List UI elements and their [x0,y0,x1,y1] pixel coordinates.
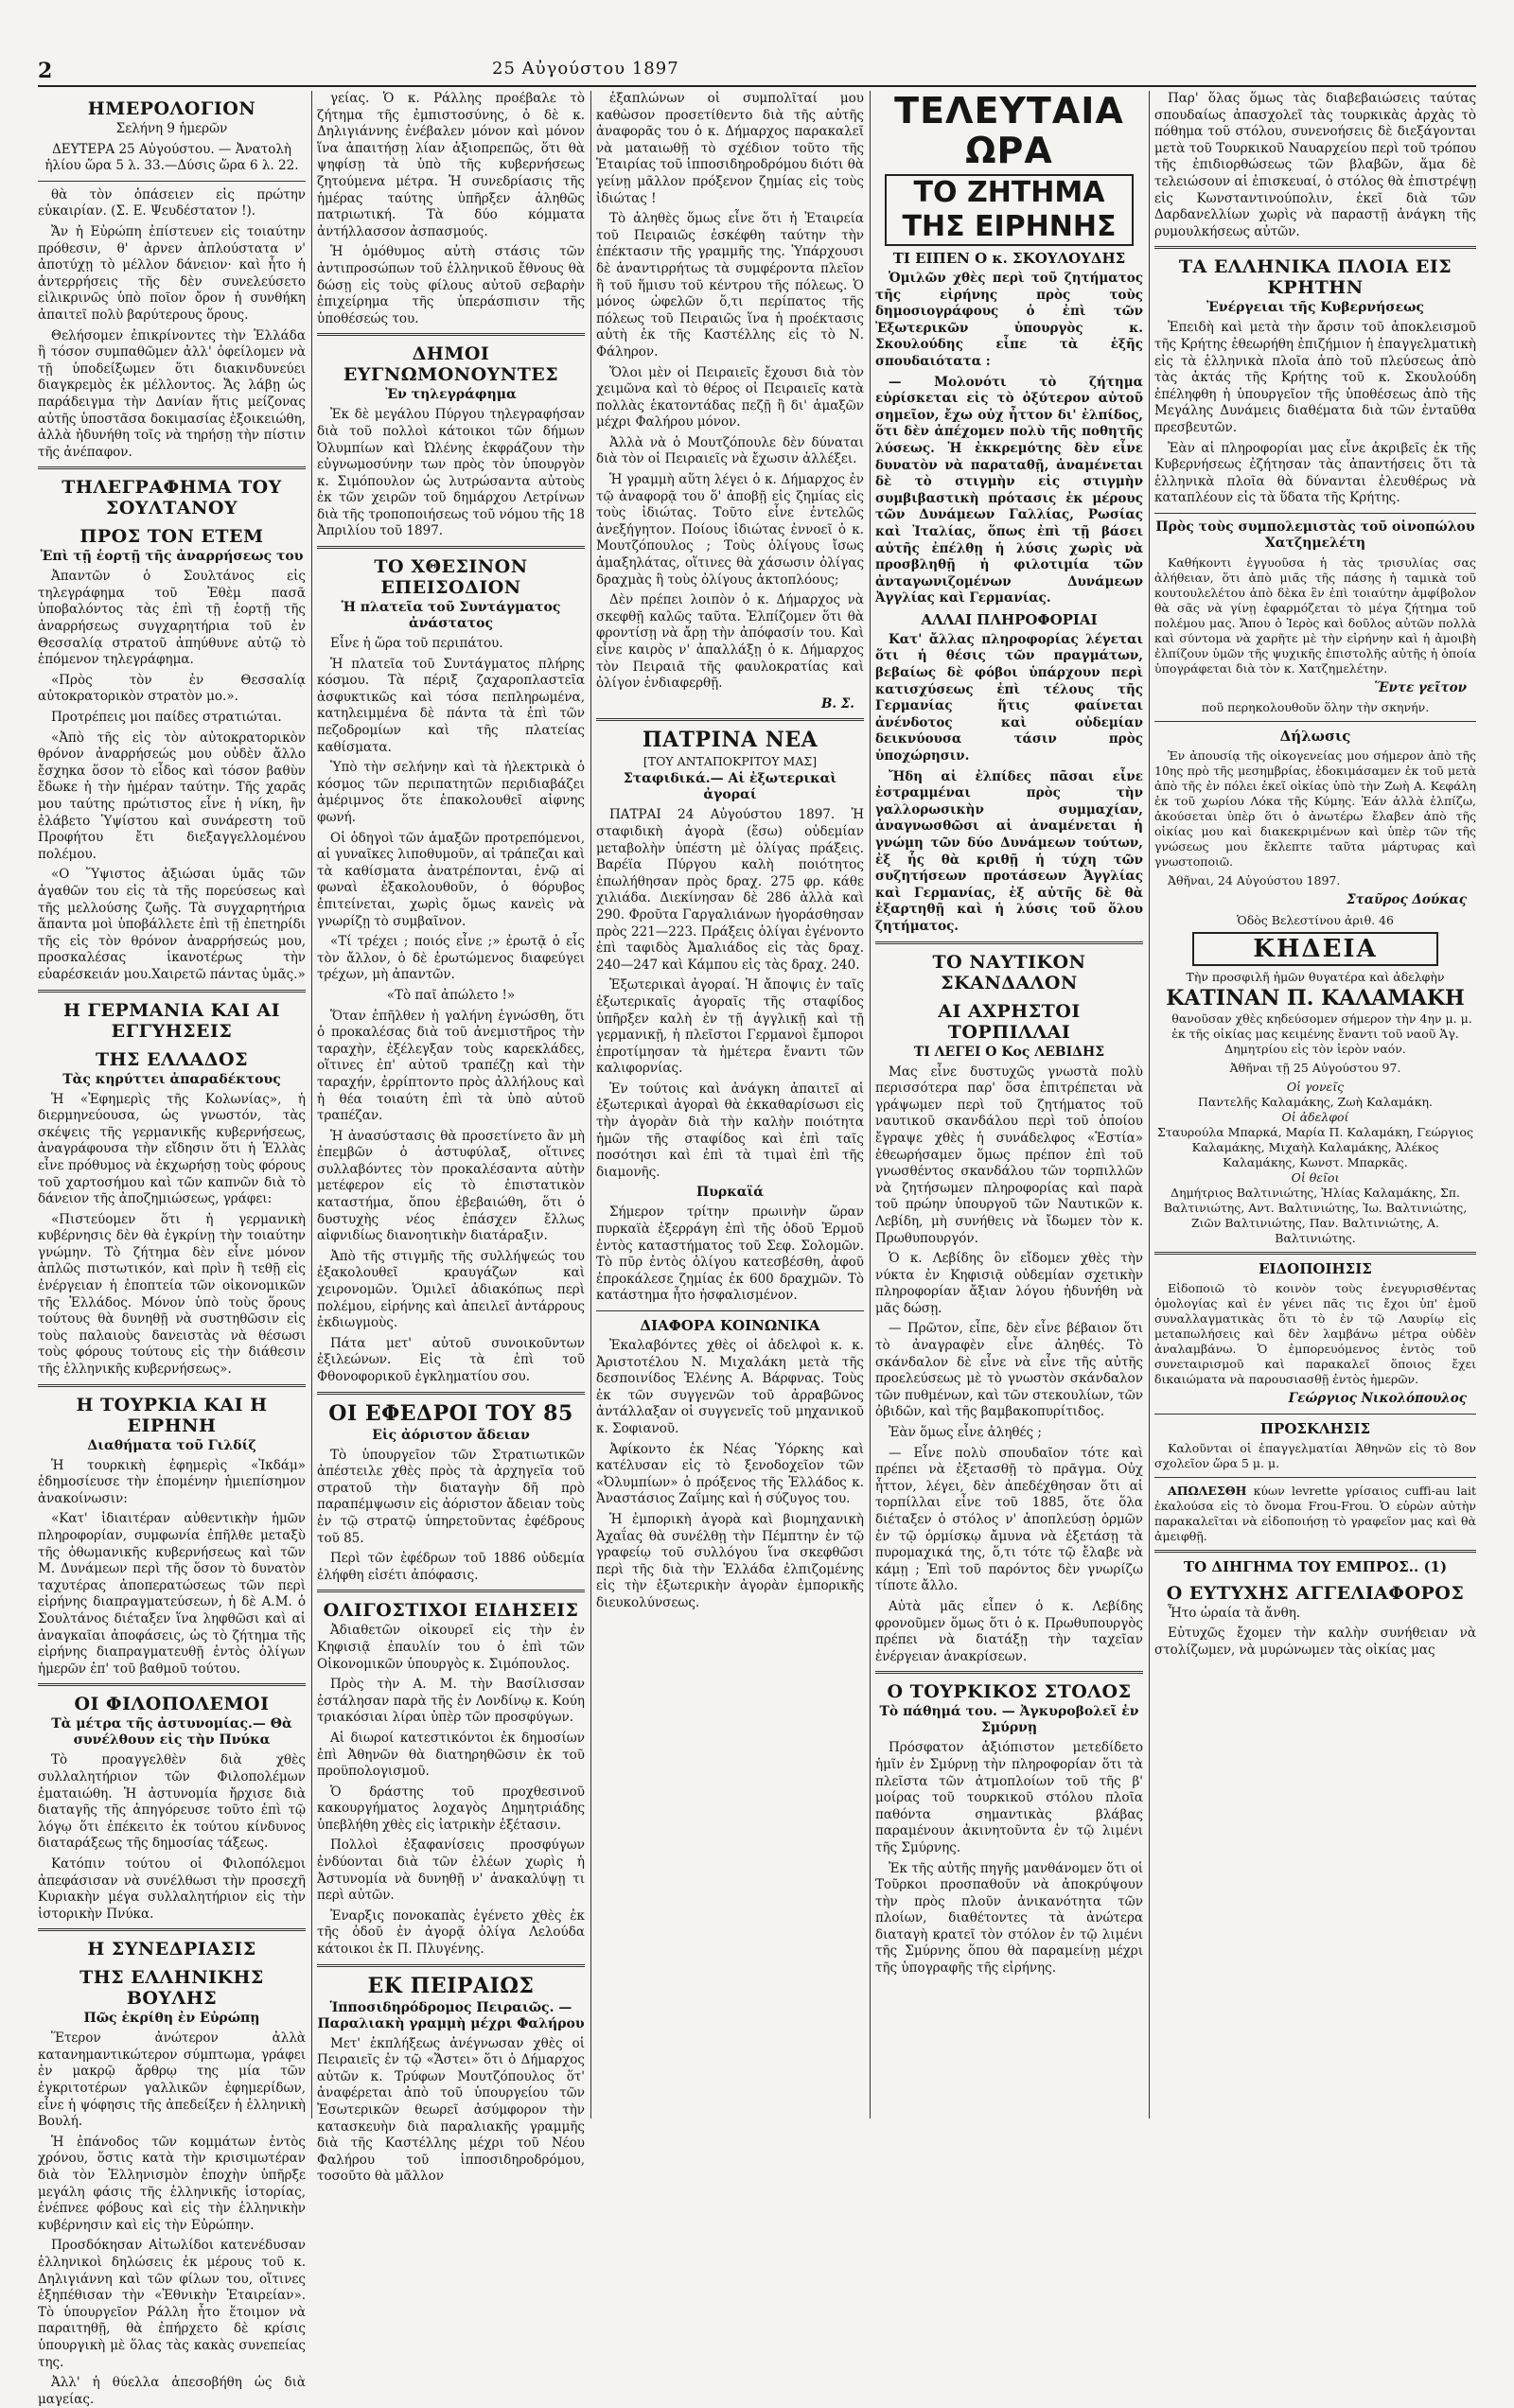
paragraph: Ἐν ἀπουσίᾳ τῆς οἰκογενείας μου σήμερον ἀπὸ τῆς 10ης πρὸ τῆς μεσημβρίας, ἐδοκιμάσαμεν ἐκ τοῦ μετὰ ἀπὸ τῆς ἐν πόλει ἐκεῖ οἰκίας ὑπὸ τὴν Ζωὴ Α. Κεφάλη ἐκ τοῦ χωρίου Λόκα τῆς Κύμης. Ἐάν ἀλλὰ ἐλπίζω, ἀκούσεται ὑπὲρ ὅτι ὁ ἀνωτέρω ἔλαβεν ἀπὸ τῆς οἰκίας μου καὶ διακεκριμένων καὶ ὑπὲρ τῶν τῆς γνώσεως μου ἔκλεπτε ταῦτα μάρτυρας καὶ γνωστοποιῶ. [1154,748,1476,870]
last-hour-banner [875,91,1143,246]
paragraph: θὰ τὸν ὁπάσειεν εἰς πρώτην εὐκαιρίαν. (Σ. Ε. Ψευδέστατον !). [38,186,306,220]
paragraph: Ἡ τουρκικὴ ἐφημερὶς «Ἰκδάμ» ἐδημοσίευσε τὴν ἑπομένην ἡμιεπίσημον ἀνακοίνωσιν: [38,1457,306,1506]
article-subtitle: Τὰ μέτρα τῆς ἀστυνομίας.— Θὰ συνέλθουν εἰς τὴν Πνύκα [51,1716,292,1749]
divider [875,1671,1143,1674]
paragraph: Ἐκ τῆς αὐτῆς πηγῆς μανθάνομεν ὅτι οἱ Τοῦρκοι προσπαθοῦν νὰ ἀποκρύψουν τὴν πρὸς πλοῦν ἀνικανότητα τῶν πλοίων, διαθέτοντες τὰ ἀνώτερα διαταγὴ κρατεῖ τὸν στόλον ἐν τῷ λιμένι τῆς Σμύρνης ὅπου θὰ παραμείνῃ μέχρι τῆς ὑπογραφῆς τῆς εἰρήνης. [875,1860,1143,1977]
paragraph: Εἶνε ἡ ὥρα τοῦ περιπάτου. [330,636,503,652]
paragraph: Ὁμιλῶν χθὲς περὶ τοῦ ζητήματος τῆς εἰρήνης πρὸς τοὺς δημοσιογράφους ὁ ἐπὶ τῶν Ἐξωτερικῶν ὑπουργὸς κ. Σκουλούδης εἶπε τὰ ἑξῆς σπουδαιότατα : [875,271,1143,369]
paragraph: Ἡ γραμμὴ αὕτη λέγει ὁ κ. Δήμαρχος ἐν τῷ ἀναφορᾷ του ὅ' ἀποβῇ εἰς ζημίας εἰς τοὺς ἰδιώτας. Τοῦτο εἶνε ἐντελῶς ἀνεξήγητον. Ποίους ἰδιώτας ἐννοεῖ ὁ κ. Μουτζόπουλος ; Τοὺς ὀλίγους ἴσως ἁμαξηλάτας, οἵτινες θὰ χάσωσιν ὀλίγας δραχμὰς ἢ τοὺς ὀλίγους ἀκτοπλόους; [596,472,864,588]
paragraph: Τὸ ἀληθὲς ὅμως εἶνε ὅτι ἡ Ἑταιρεία τοῦ Πειραιῶς ἐσκέφθη ταύτην τὴν ἐπέκτασιν τῆς γραμμῆς της. Ὑπάρχουσι δὲ ἀναντιρρήτως τὰ συμφέροντα πλεῖον ἢ τοῦ ἥμισυ τοῦ κέντρου τῆς πόλεως. Ὁ μόνος ὠφελῶν ὅ,τι περίπατος τῆς πόλεως τοῦ Πειραιῶς ἵνα ἡ προέκτασις αὐτὴ ἐκ τῆς Καστέλλης εἰς τὸ Ν. Φάληρον. [596,211,864,360]
article-title: Η ΓΕΡΜΑΝΙΑ ΚΑΙ ΑΙ ΕΓΓΥΗΣΕΙΣ [62,999,281,1042]
paragraph: θανοῦσαν χθὲς κηδεύσομεν σήμερον τὴν 4ην μ. μ. ἐκ τῆς οἰκίας μας κειμένης ἔναντι τοῦ ναοῦ Ἁγ. Δημητρίου εἰς τὸν ἱερὸν ναόν. [1171,1011,1472,1057]
divider [1154,246,1476,249]
paragraph: Ἀδιαθετῶν οἰκουρεῖ εἰς τὴν ἐν Κηφισιᾷ ἐπαυλίν του ὁ ἐπὶ τῶν Οἰκονομικῶν ὑπουργὸς κ. Σιμόπουλος. [317,1623,585,1672]
paragraph: Ἐξωτερικαὶ ἀγοραί. Ἡ ἄποψις ἐν ταῖς ἐξωτερικαῖς ἀγοραῖς τῆς σταφίδος ὑπῆρξεν καλὴ ἐν τῇ ἀγγλικῇ καὶ τῇ γερμανικῇ, ἡ πλεῖστοι Γερμανοὶ ἔμποροι ἐπροτίμησαν τὰ ἡμέτερα ἔναντι τῶν καλιφορνίας. [596,977,864,1077]
paragraph: Ἐκαλαβόντες χθὲς οἱ ἀδελφοὶ κ. κ. Ἀριστοτέλου Ν. Μιχαλάκη μετὰ τῆς δεσποινίδος Ἑλένης Α. Βάρφνας. Τοὺς ἐκ τῶν συγγενῶν τοῦ ἀρραβῶνος ἀντάλλαξαν οἱ συγγενεῖς τοῦ μηχανικοῦ κ. Σοφιανοῦ. [596,1338,864,1436]
funeral-siblings: Σταυρούλα Μπαρκά, Μαρία Π. Καλαμάκη, Γεώργιος Καλαμάκης, Μιχαὴλ Καλαμάκης, Ἀλέκος Καλαμάκης, Κωνστ. Μπαρκᾶς. [1157,1125,1473,1170]
paragraph: Μας εἶνε δυστυχῶς γνωστὰ πολὺ περισσότερα παρ' ὅσα ἐπιτρέπεται νὰ γράψωμεν περὶ τοῦ ζητήματος τοῦ ναυτικοῦ σκανδάλου περὶ τοῦ ὁποίου ἔγραψε χθὲς ἡ συνάδελφος «Ἑστία» ἐθεωρήσαμεν ὅμως πρέπον ἐπὶ τοῦ γνωσθέντος σκανδάλου τῶν τορπιλλῶν νὰ ζητήσωμεν πληροφορίας καὶ παρὰ τοῦ πρώην ὑπουργοῦ τῶν Ναυτικῶν κ. Λεβίδη, μὴ συνήθεις νὰ ἴδωμεν τὸν κ. Πρωθυπουργόν. [875,1063,1143,1246]
notice-title: ΑΠΩΛΕΣΘΗ [1168,1483,1247,1498]
paragraph: «Ο Ὕψιστος ἀξιώσαι ὑμᾶς τῶν ἀγαθῶν του εἰς τὰ τῆς πορεύσεως καὶ τῆς μελλούσης ζωῆς. Τὰ συγχαρητήρια ἅπαντα μοὶ ὑποβάλλετε ἐπὶ τῇ ἐπετηρίδι τῆς εἰς τὸν θρόνον ἀναρρήσεώς μου, προσκαλέσας ἱκανοτέρως τὴν εὐαρέσκειάν μου.Χαιρετῶ πάντας ὑμᾶς.» [38,867,306,982]
paragraph: «Τί τρέχει ; ποιός εἶνε ;» ἐρωτᾷ ὁ εἷς τὸν ἄλλον, ὁ δὲ ἐρωτώμενος διαφεύγει τρέχων, μὴ ἀπαντῶν. [317,934,585,983]
divider [1154,1252,1476,1255]
signature: Γεώργιος Νικολόπουλος [1288,1391,1467,1407]
funeral-label: Οἱ θεῖοι [1291,1170,1340,1186]
article-note: [ΤΟΥ ΑΝΤΑΠΟΚΡΙΤΟΥ ΜΑΣ] [643,754,818,769]
article-subtitle: Εἰς ἀόριστον ἄδειαν [372,1427,530,1443]
article-title: ΑΛΛΑΙ ΠΛΗΡΟΦΟΡΙΑΙ [921,610,1098,628]
paragraph: Πολλοὶ ἐξαφανίσεις προσφύγων ἐνδύονται διὰ τῶν ἐλέων χωρὶς ἡ Ἀστυνομία νὰ δυνηθῇ ν' ἀνακαλύψῃ τι περὶ αὐτῶν. [317,1837,585,1904]
article-title: ΟΙ ΕΦΕΔΡΟΙ ΤΟΥ 85 [328,1400,573,1426]
paragraph: γείας. Ὁ κ. Ράλλης προέβαλε τὸ ζήτημα τῆς ἐμπιστοσύνης, ὁ δὲ κ. Δηλιγιάννης ἐνέβαλεν μόνον καὶ μόνον ἵνα ἀπαιτήσῃ λίαν ἀξιοπρεπῶς, ὅτι θὰ ψηφίσῃ τὰ ὑπὸ τῆς κυβερνήσεως ζητούμενα μέτρα. Ἡ συνεδρίασις τῆς ἡμέρας ταύτης ὑπῆρξεν ἀληθῶς πατριωτική. Τὰ δύο κόμματα ἀντήλλασσον ἀσπασμούς. [317,91,585,239]
divider [38,1928,306,1931]
paragraph: Καθήκοντι ἐγγυοῦσα ἡ τὰς τρισυλίας σας ἀλήθειαν, ὅτι ἀπὸ μιᾶς τῆς πάσης ἡ ταμικὰ τοῦ κουτουλελέτου ἀπὸ δὲκα ἓν ἐπὶ τοιαύτην ἀμφίβολον θὰ σᾶς νὰ γίνῃ ἐφαρμόζεται τὸ μέγα ζήτημα τοῦ πολέμου μας. Ἄπου ὁ Ἱερὸς καὶ δοῦλος αὐτῶν πολλὰ καὶ σύντομα νὰ χαρῆτε μὲ τὴν εἰρήνην καὶ ἡ ἀμοιβὴ ἐλπίζουν ὑμῶν τῆς ψυχικῆς ἐπιστολῆς αὐτῆς ἡ ὁποία ὑπογράφεται διὰ τὸν κ. Χατζημελέτην. [1154,554,1476,676]
notice-text: κύων levrette γρίσαιος cuffi-au lait ἐκαλούσα εἰς τὸ ὄνομα Frou-Frou. Ὁ εὑρὼν αὐτὴν παρακαλεῖται νὰ εἰδοποιήσῃ τὸ γραφεῖον μας καὶ θὰ ἀμειφθῇ. [1154,1483,1476,1543]
signature-note: ποῦ περηκολουθοῦν ὅλην τὴν σκηνήν. [1201,700,1430,715]
paragraph: Ἡ ὁμόθυμος αὐτὴ στάσις τῶν ἀντιπροσώπων τοῦ ἑλληνικοῦ ἔθνους θὰ δώσῃ εἰς τοὺς φίλους αὐτοῦ σεβαρὴν ἐπιχείρημα τῆς ὑπεράσπισιν τῆς ὑποθέσεώς του. [317,244,585,326]
article-subtitle: Πυρκαϊά [695,1185,765,1201]
paragraph: ΠΑΤΡΑΙ 24 Αὐγούστου 1897. Ἡ σταφιδικὴ ἀγορὰ (ἔσω) οὐδεμίαν μεταβολὴν ὑπέστη μὲ ὀλίγας πράξεις. Βαρέϊα Πύργου καλὴ ποιότητος ἐπωλήθησαν πρὸς δραχ. 275 φρ. κάθε χιλιάδα. Διεκίνησαν δὲ 286 ἀλλὰ καὶ 290. Φροῦτα Γαργαλιάνων ἠγοράσθησαν πρὸς 221—223. Πράξεις ὀλίγαι ἐγένοντο ἐπὶ ταφιδὸς Ἀμαλιάδος εἰς τὰς δραχ. 240—247 καὶ Κάμπου εἰς τὰς δραχ. 240. [596,807,864,973]
paragraph: Δὲν πρέπει λοιπὸν ὁ κ. Δήμαρχος νὰ σκεφθῇ καλῶς ταῦτα. Ἐλπίζομεν ὅτι θὰ φροντίσῃ νὰ ἄρῃ τὴν ἀπόφασίν του. Καὶ εἶνε καιρὸς ν' ἀπαλλάξῃ ὁ κ. Δήμαρχος τὸν Πειραιᾶ τῆς φαυλοκρατίας καὶ ὀλίγον ἐνδιαφερθῇ. [596,592,864,692]
paragraph: Ἤδη αἱ ἐλπίδες πᾶσαι εἶνε ἐστραμμέναι πρὸς τὴν γαλλορωσικὴν συμμαχίαν, ἀναγνωσθῶσι αἱ ἀναμένεται ἡ γνώμη τῶν δύο Δυνάμεων τούτων, ἐξ ἧς θὰ κριθῇ ἡ τύχη τῶν συζητήσεων προτάσεων Ἀγγλίας καὶ Γερμανίας, ἐξ αὐτῆς δὲ θὰ ἐξαρτηθῇ καὶ ἡ λύσις τοῦ ὅλου ζητήματος. [875,768,1143,934]
divider [38,990,306,993]
divider [1154,1414,1476,1415]
paragraph: Αἱ διωροί κατεστικόντοι ἐκ δημοσίων ἐπὶ Ἀθηνῶν θὰ διατηρηθῶσιν ἐκ τοῦ προϋπολογισμοῦ. [317,1730,585,1780]
divider [596,1310,864,1311]
paragraph: Κατ' ἄλλας πληροφορίας λέγεται ὅτι ἡ θέσις τῶν πραγμάτων, βεβαίως δὲ φόβοι ὑπάρχουν περὶ κατισχύσεως ἐπὶ τέλους τῆς Γερμανίας ἥτις φαίνεται ἀνένδοτος καὶ οὐδεμίαν δεικνύουσα τάσιν πρὸς ὑποχώρησιν. [875,631,1143,765]
divider [596,718,864,721]
paragraph: Ἀφίκοντο ἐκ Νέας Ὑόρκης καὶ κατέλυσαν εἰς τὸ ξενοδοχεῖον τῶν «Ὀλυμπίων» ὁ πρόξενος τῆς Ἑλλάδος κ. Ἀναστάσιος Ζαΐμης καὶ ἡ σύζυγος του. [596,1441,864,1507]
paragraph: Ὅλοι μὲν οἱ Πειραιεῖς ἔχουσι διὰ τὸν χειμῶνα καὶ τὸ θέρος οἱ Πειραιεῖς κατὰ πολλὰς ἑκατοντάδας πεζῇ ἢ δι' ἁμαξῶν μέχρι Φαλήρου μόνον. [596,364,864,431]
paragraph: Κατόπιν τούτου οἱ Φιλοπόλεμοι ἀπεφάσισαν νὰ συνέλθωσι τὴν προσεχῆ Κυριακὴν μέγα συλλαλητήριον εἰς τὴν ἱστορικὴν Πνύκα. [38,1855,306,1922]
paragraph: Ἀπὸ τῆς στιγμῆς τῆς συλλήψεώς του ἐξακολουθεῖ κραυγάζων καὶ χειρονομῶν. Ὁμιλεῖ ἀδιακόπως περὶ πολέμου, εἰρήνης καὶ ἀπειλεῖ ἀντάρρους ἐκδιωγμοὺς. [317,1248,585,1331]
paragraph: Ἐν τούτοις καὶ ἀνάγκη ἀπαιτεῖ αἱ ἐξωτερικαὶ ἀγοραὶ θὰ ἐκκαθαρίσωσι εἰς τὴν ἀγορὰν διὰ τὴν καλὴν ποιότητα ἡμῶν τῆς σταφίδος καὶ ἐπὶ ταῖς ποσότησι καὶ ἐπὶ τὰ τιμαὶ ἐπὶ τῆς διαμονῆς. [596,1081,864,1180]
article-subtitle: Ἐν τηλεγράφημα [385,387,517,403]
divider [317,1392,585,1395]
article-title: ΤΑ ΕΛΛΗΝΙΚΑ ΠΛΟΙΑ ΕΙΣ ΚΡΗΤΗΝ [1178,256,1452,299]
paragraph: Ἀλλὰ νὰ ὁ Μουτζόπουλε δὲν δύναται διὰ τὸν οἱ Πειραιεῖς νὰ ἔχωσιν ἀλλέξει. [596,434,864,467]
paragraph: Μετ' ἐκπλήξεως ἀνέγνωσαν χθὲς οἱ Πειραιεῖς ἐν τῷ «Ἄστει» ὅτι ὁ Δήμαρχος αὐτῶν κ. Τρύφων Μουτζόπουλος ὅτ' ἀναφέρεται ἀπὸ τοῦ ὑπουργείου τῶν Ἐσωτερικῶν θεωρεῖ ἀσύμφορον τὴν κατασκευὴν διὰ παραλιακῆς γραμμῆς διὰ τῆς Καστέλλης μέχρι τοῦ Νέου Φαλήρου τοῦ ἱπποσιδηροδρόμου, τοσοῦτο θὰ μᾶλλον [317,2035,585,2185]
article-title: ΠΑΤΡΙΝΑ ΝΕΑ [642,728,819,753]
paragraph: Ὁ δράστης τοῦ προχθεσινοῦ κακουργήματος λοχαγὸς Δημητριάδης ὑπεβλήθη χθὲς εἰς ἰατρικὴν ἐξέτασιν. [317,1784,585,1833]
serial-title: ΤΟ ΔΙΗΓΗΜΑ ΤΟΥ ΕΜΠΡΟΣ.. (1) [1183,1557,1448,1575]
paragraph: Ἡ πλατεῖα τοῦ Συντάγματος πλήρης κόσμου. Τὰ πέριξ ζαχαροπλαστεῖα ἀσφυκτικῶς καὶ τόσα πεπληρωμένα, κατηλειμμένα δὲ πάντα τὰ ἐπὶ τῶν πεζοδρομίων καὶ τῆς πλατείας καθίσματα. [317,656,585,755]
signature: Ἕντε γεῖτον [1374,679,1467,695]
calendar-line: Σελήνη 9 ἡμερῶν [115,121,228,136]
paragraph: Τὸ ὑπουργεῖον τῶν Στρατιωτικῶν ἀπέστειλε χθὲς πρὸς τὰ ἀρχηγεῖα τοῦ στρατοῦ τὴν διαταγὴν δῆ πρὸ παραπέμψωσιν εἰς ἀόριστον ἄδειαν τοὺς ἐν τῷ στρατῷ ὑπηρετοῦντας ἐφέδρους τοῦ 85. [317,1447,585,1546]
paragraph: Ἡ ἐμπορικὴ ἀγορὰ καὶ βιομηχανικὴ Ἀχαΐας θὰ συνέλθῃ τὴν Πέμπτην ἐν τῷ γραφείῳ τοῦ συλλόγου ἵνα σκεφθῶσι περὶ τῆς διὰ τὴν Ἑλλάδα ἐλπιζομένης εἰς τὴν ἐξωτερικὴν ἀγορὰν ἐμπορικῆς διευκολύνσεως. [596,1511,864,1610]
column-divider [1149,91,1150,2118]
divider [38,1384,306,1387]
article-subtitle: Διαθήματα τοῦ Γιλδίζ [87,1437,256,1453]
paragraph: Οἱ ὁδηγοὶ τῶν ἁμαξῶν προτρεπόμενοι, αἱ γυναῖκες λιποθυμοῦν, αἱ τράπεζαι καὶ τὰ καθίσματα ἀνατρέπονται, ἐνῷ αἱ φωναὶ ἐξακολουθοῦν, ὁ θόρυβος ἐπιτείνεται, χωρὶς ὅμως κανεὶς νὰ γνωρίζῃ τὸ συμβαῖνον. [317,830,585,929]
funeral-label: Οἱ γονεῖς [1286,1080,1345,1095]
article-title: Η ΤΟΥΡΚΙΑ ΚΑΙ Η ΕΙΡΗΝΗ [76,1394,268,1436]
divider [1154,721,1476,722]
divider [38,1683,306,1686]
calendar-title: ΗΜΕΡΟΛΟΓΙΟΝ [87,98,256,119]
article-title: Πρὸς τοὺς συμπολεμιστὰς τοῦ οἰνοπώλου Χατζημελέτη [1155,519,1475,551]
article-title: Η ΣΥΝΕΔΡΙΑΣΙΣ [87,1939,256,1960]
notice-title: ΕΙΔΟΠΟΙΗΣΙΣ [1259,1260,1372,1278]
paragraph: ἐξαπλώνων οἱ συμπολῖταί μου καθὼσον προσετίθεντο διὰ τῆς αὐτῆς ἀναφορᾶς του ὁ κ. Δήμαρχος παρακαλεῖ νὰ ματαιωθῇ τὸ σχέδιον τοῦτο τῆς Ἑταιρίας τοῦ ἱπποσιδηροδρόμου διότι θὰ γείνῃ μᾶλλον πρόξενον ζημίας εἰς τοὺς ἰδιώτας ! [596,91,864,206]
funeral-relatives: Δημήτριος Βαλτινιώτης, Ἠλίας Καλαμάκης, Σπ. Βαλτινιώτης, Αντ. Βαλτινιώτης, Ἰω. Βαλτινιώτης, Ζιῶν Βαλτινιώτης, Παν. Βαλτινιώτης, Α. Βαλτινιώτης. [1163,1186,1468,1246]
banner-subtitle: ΤΟ ΖΗΤΗΜΑ ΤΗΣ ΕΙΡΗΝΗΣ [885,174,1134,246]
paragraph: Αὐτὰ μᾶς εἶπεν ὁ κ. Λεβίδης φρονοῦμεν ὅμως ὅτι ὁ κ. Πρωθυπουργὸς πρέπει νὰ διατάξῃ τὴν ταχεῖαν ἐνέργειαν ἀνακρίσεων. [875,1598,1143,1664]
paragraph: «Πρὸς τὸν ἐν Θεσσαλίᾳ αὐτοκρατορικὸν στρατὸν μο.». [38,672,306,705]
paragraph: — Πρῶτον, εἶπε, δὲν εἶνε βέβαιον ὅτι τὸ ἀναγραφὲν εἶνε ἀληθές. Τὸ σκάνδαλον δὲ εἶνε νὰ εἶνε τῆς αὐτῆς προελεύσεως μὲ τὸ γνωστὸν σκάνδαλον τῶν πυθμένων, καὶ τῶν στεκουλίων, τῶν ὀβιδῶν, καὶ τῆς βαμβακοπυρίτιδος. [875,1321,1143,1420]
column-1 [38,91,306,2407]
paragraph: Ἦτο ὡραία τὰ ἄνθη. [1168,1605,1301,1621]
article-subtitle: Ἐνέργειαι τῆς Κυβερνήσεως [1206,300,1424,316]
calendar-line: ΔΕΥΤΕΡΑ 25 Αὐγούστου. — Ἀνατολὴ ἡλίου ὥρα 5 λ. 33.—Δύσις ὥρα 6 λ. 22. [44,141,299,174]
page-number: 2 [38,59,53,83]
funeral-notice [1154,932,1476,1246]
paragraph: Πρὸς τὴν Α. Μ. τὴν Βασίλισσαν ἐστάλησαν παρὰ τῆς ἐν Λονδίνῳ κ. Κούη τριακόσιαι λίραι ὑπὲρ τῶν προσφύγων. [317,1677,585,1726]
signature-note: Ὁδὸς Βελεστίνου ἀριθ. 46 [1237,913,1394,928]
signature: Β. Σ. [820,695,854,712]
banner-title: ΤΕΛΕΥΤΑΙΑ ΩΡΑ [894,90,1124,171]
article-subtitle: Ἐπὶ τῇ ἑορτῇ τῆς ἀναρρήσεως του [40,549,304,565]
article-title: ΕΚ ΠΕΙΡΑΙΩΣ [367,1973,535,1998]
article-title: ΟΙ ΦΙΛΟΠΟΛΕΜΟΙ [74,1694,270,1715]
article-title: ΤΗΣ ΕΛΛΑΔΟΣ [95,1048,249,1070]
paragraph: «Πιστεύομεν ὅτι ἡ γερμανικὴ κυβέρνησις δὲν θὰ ἐγκρίνῃ τὴν τοιαύτην γνώμην. Τὸ ζήτημα δὲν εἶνε μόνον ἀπλῶς πιστωτικόν, καὶ πρὶν ἢ τεθῇ εἰς ἐνέργειαν ἡ ἐποπτεία τῶν οἰκονομικῶν τῆς Ἑλλάδος. Μόνον ὑπὸ τοὺς ὅρους τούτους θὰ δυνηθῇ νὰ συστηθῶσιν εἰς τοὺς παλαιοὺς δανειστὰς νὰ θέσωσι τοὺς φόρους τούτους εἰς τὴν διάθεσιν τῆς ἑλληνικῆς κυβερνήσεως». [38,1211,306,1378]
article-subtitle: Τὸ πάθημά του. — Ἀγκυροβολεῖ ἐν Σμύρνῃ [879,1704,1139,1736]
paragraph: Θελήσομεν ἐπικρίνοντες τὴν Ἑλλάδα ἢ τόσον συμπαθῶμεν ἀλλ' ὀφείλομεν νὰ τῇ ὑποδείξωμεν ὅτι διακινδυνεύει διαγκρεμὸς ἐκ μέλλοντος. Ἄς λάβῃ ὡς παράδειγμα τὴν Δανίαν ἥτις μείζονας αὐτῆς ὑποστᾶσα δοκιμασίας ἐξοικειώθη, ἀλλὰ ἠδυνήθη τοῖς νὰ τηρήσῃ τὴν πίστιν τῆς ἀνέπαφον. [38,327,306,460]
article-title: ΠΡΟΣ ΤΟΝ ΕΤΕΜ [79,526,264,548]
funeral-name: ΚΑΤΙΝΑΝ Π. ΚΑΛΑΜΑΚΗ [1166,986,1465,1011]
divider [317,546,585,549]
column-divider [590,91,591,2118]
paragraph: Ἀλλ' ἡ θύελλα ἀπεσοβήθη ὡς διὰ μαγείας. [38,2375,306,2407]
column-4 [875,91,1143,2118]
column-2 [317,91,585,2185]
article-title: ΤΟ ΧΘΕΣΙΝΟΝ ΕΠΕΙΣΟΔΙΟΝ [374,556,528,599]
article-subtitle: ΤΙ ΛΕΓΕΙ Ο Κος ΛΕΒΙΔΗΣ [913,1044,1105,1060]
divider [38,181,306,182]
paragraph: Περὶ τῶν ἐφέδρων τοῦ 1886 οὐδεμία ἐλήφθη εἰσέτι ἀπόφασις. [317,1551,585,1583]
paragraph: — Εἶνε πολὺ σπουδαῖον τότε καὶ πρέπει νὰ ἐξετασθῇ τὸ πρᾶγμα. Οὐχ ἧττον, λέγει, δὲν ἀπεδέχθησαν ὅτι αἱ τορπίλλαι εἶνε τοῦ 1885, ὅτε ὅλα διέταξεν ὁ στόλος ν' ἀποπλεύσῃ ὁρμῶν ἐν τῷ ὁρμίσκῳ ἄμυνα νὰ ἐξετάσῃ τὰ πυρομαχικά της, ὅ,τι τότε τῷ ἔλαβε νὰ κάμῃ ; Ἐπὶ τοῦ παρόντος δὲν γνωρίζω τίποτε ἄλλο. [875,1445,1143,1594]
signature: Σταῦρος Δούκας [1347,892,1467,908]
serial-story-title: Ο ΕΥΤΥΧΗΣ ΑΓΓΕΛΙΑΦΟΡΟΣ [1166,1582,1465,1604]
paragraph: Ἡ ἐπάνοδος τῶν κομμάτων ἐντὸς χρόνου, ὅστις κατὰ τὴν κρισιμωτέραν διὰ τὸν Ἑλληνισμὸν ἐποχὴν ὑπῆρξε μεγάλη φάσις τῆς ἑλληνικῆς ἱστορίας, ἐνέπνεε φόβους καὶ εἰς τὴν ἑλληνικὴν κυβέρνησιν καὶ εἰς τὴν Εὐρώπην. [38,2134,306,2233]
paragraph [1154,1484,1476,1544]
article-subtitle: Τὰς κηρύττει ἀπαραδέκτους [62,1071,281,1087]
article-title: ΤΙ ΕΙΠΕΝ Ο κ. ΣΚΟΥΛΟΥΔΗΣ [892,250,1126,267]
divider [317,1590,585,1592]
paragraph: Παρ' ὅλας ὅμως τὰς διαβεβαιώσεις ταύτας σπουδαίως ἀπασχολεῖ τὰς τουρκικὰς ἀρχὰς τὸ πόθημα τοῦ στόλου, συνενοήσεις δὲ διεξάγονται μετὰ τοῦ Τουρκικοῦ Ναυαρχείου περὶ τοῦ τρόπου τῆς ἐπιδιορθώσεως τῶν βλαβῶν, ἅμα δὲ τελειώσουν αἱ ἐπισκευαί, ὁ στόλος θὰ ἐπιστρέψῃ εἰς Κωνσταντινούπολιν, ἐκεῖ διὰ τῶν Δαρδανελλίων χωρὶς νὰ παραστῇ ἀνάγκη τῆς ρυμουλκήσεως αὐτῶν. [1154,91,1476,239]
divider [1154,513,1476,514]
funeral-label: Οἱ ἀδελφοί [1281,1110,1349,1125]
divider [317,1964,585,1967]
article-subtitle: Πῶς ἐκρίθη ἐν Εὐρώπῃ [83,2011,260,2027]
dateline: 25 Αὐγούστου 1897 [492,59,679,79]
masthead-rule [38,85,1476,87]
divider [38,466,306,469]
paragraph: Ἡ ἀνασύστασις θὰ προσετίνετο ἂν μὴ ἐπεμβῶν ὁ ἀστυφύλαξ, οἵτινες συλλαβόντες τὸν προκαλέσαντα αὐτὴν μετέφερον εἰς τὸ ἐπιστατικὸν καταστήμα, ὅπου ἐβεβαιώθη, ὅτι ὁ δυστυχὴς νέος ἐπάσχεν ἔλλως αἰφνιδίως διανοητικὴν διατάραξιν. [317,1128,585,1244]
divider [317,333,585,336]
article-subtitle: Σταφιδικά.— Αἱ ἐξωτερικαὶ ἀγοραί [623,771,837,803]
article-title: ΤΗΣ ΕΛΛΗΝΙΚΗΣ ΒΟΥΛΗΣ [79,1967,264,2010]
column-3 [596,91,864,2118]
article-subtitle: Ἡ πλατεῖα τοῦ Συντάγματος ἀνάστατος [341,600,561,632]
article-title: Δήλωσις [1279,728,1351,746]
paragraph: Εὐτυχῶς ἔχομεν τὴν καλὴν συνήθειαν νὰ στολίζωμεν, νὰ μυρώνωμεν τὰς οἰκίας μας [1154,1626,1476,1658]
funeral-parents: Παντελῆς Καλαμάκης, Ζωὴ Καλαμάκη. [1198,1095,1433,1110]
funeral-intro: Τὴν προσφιλῆ ἡμῶν θυγατέρα καὶ ἀδελφὴν [1186,970,1445,985]
paragraph: Ἐπειδὴ καὶ μετὰ τὴν ἄρσιν τοῦ ἀποκλεισμοῦ τῆς Κρήτης ἐθεωρήθη ἐπιζήμιον ἡ ἐπαγγελματικὴ εἰς τὰ ἑλληνικὰ πλοῖα ἀπὸ τοῦ πλεύσεως ἀπὸ τὰς ἀκτάς τῆς Κρήτης τοῦ κ. Σκουλούδη ἐπέληφθη ἡ ὑπουργεῖον τῆς ὑποθέσεως ἀπὸ τῆς Μεγάλης Δυνάμεις διαθέματα διὰ τῶν ἐνταῦθα πρεσβευτῶν. [1154,320,1476,435]
column-divider [311,91,312,2118]
masthead [38,55,1476,89]
paragraph: Ἡ «Ἐφημερὶς τῆς Κολωνίας», ἡ διερμηνεύουσα, ὡς γνωστόν, τὰς σκέψεις τῆς γερμανικῆς κυβερνήσεως, ἀναγράφουσα τὴν εἴδησιν ὅτι ἡ Ἑλλὰς εἶνε πρόθυμος νὰ ἐκχωρήσῃ τοὺς φόρους τοῦ χαρτοσήμου καὶ τῶν καπνῶν διὰ τὸ δάνειον τῆς ἀποζημιώσεως, γράφει: [38,1091,306,1207]
funeral-title: ΚΗΔΕΙΑ [1192,932,1438,966]
paragraph: Ἐὰν ὅμως εἶνε ἀληθές ; [889,1425,1042,1441]
article-title: ΔΙΑΦΟΡΑ ΚΟΙΝΩΝΙΚΑ [640,1317,820,1334]
paragraph: Πρόσφατον ἀξιόπιστον μετεδίδετο ἡμῖν ἐν Σμύρνῃ τὴν πληροφορίαν ὅτι τὰ πλεῖστα τῶν ἀτμοπλοίων τοῦ τῆς β' μοίρας τοῦ τουρκικοῦ στόλου πλοῖα παθόντα σημαντικὰς βλάβας παραμένουν ἀκινητοῦντα ἐν τῷ λιμένι τῆς Σμύρνης. [875,1740,1143,1855]
paragraph: «Ἀπὸ τῆς εἰς τὸν αὐτοκρατορικὸν θρόνον ἀναρρήσεώς μου οὐδὲν ἄλλο ἔσχηκα ὅσον τὸ εἶδος καὶ τόσον βαθὺν ἔδωκε ἡ τὴν ἡμέραν ταύτην. Τῆς χαρᾶς μου ταύτης πρώτιστος εἶνε ἡ νίκη, ἣν ἐλάβετο Ὑψίστου καὶ συνάρεστη τοῦ Προφήτου ἔτι διεξαγγελλομένου πολέμου. [38,729,306,862]
notice-title: ΠΡΟΣΚΛΗΣΙΣ [1259,1419,1371,1437]
paragraph: Ὁ κ. Λεβίδης ὃν εἴδομεν χθὲς τὴν νύκτα ἐν Κηφισιᾷ οὐδεμίαν σχετικὴν πληροφορίαν ἄξιαν λόγου ἠδυνήθη νὰ μᾶς δώσῃ. [875,1251,1143,1316]
paragraph: Εἰδοποιῶ τὸ κοινὸν τοὺς ἐνεγυρισθέντας ὁμολογίας καὶ ἐν γένει πᾶς τις ἔχοι ὑπ' ἐμοῦ συναλλαγματικὰς ὅτι τὸ ἐν τῷ Λαυρίῳ εἰς μεταπωλήσεις καὶ δὲν λαμβάνω μέτρα οὐδὲν ἀναλαμβάνω. Ὁ ἐμπορευόμενος ἐντὸς τοῦ συνεταιρισμοῦ καὶ παρακαλεῖ ὅποιος ἔχει δικαιώματα νὰ παρουσιασθῇ ἐντὸς ἡμερῶν. [1154,1281,1476,1387]
paragraph: Ἐὰν αἱ πληροφορίαι μας εἶνε ἀκριβεῖς ἐκ τῆς Κυβερνήσεως ἐζήτησαν τὰς ἀπαντήσεις ὅτι τὰ ἑλληνικὰ πλοῖα θὰ δύνανται ἐλευθέρως νὰ καταπλέουν εἰς τὰ ὕδατα τῆς Κρήτης. [1154,440,1476,506]
paragraph: Ἐκ δὲ μεγάλου Πύργου τηλεγραφήσαν διὰ τοῦ πολλοὶ κάτοικοι τῶν δήμων Ὀλυμπίων καὶ Ὠλένης ἐκφράζουν τὴν εὐγνωμοσύνην των πρὸς τὸν ὑπουργὸν κ. Σιμόπουλον ὡς λυτρώσαντα αὐτοὺς ἐκ τῶν χειρῶν τοῦ δημάρχου Λετρίνων διὰ τῆς τροποποιήσεως τοῦ νόμου τῆς 18 Ἀπριλίου τοῦ 1897. [317,407,585,539]
divider [875,941,1143,944]
article-title: Ο ΤΟΥΡΚΙΚΟΣ ΣΤΟΛΟΣ [887,1681,1132,1703]
article-title: ΤΗΛΕΓΡΑΦΗΜΑ ΤΟΥ ΣΟΥΛΤΑΝΟΥ [62,477,282,519]
paragraph: Σήμερον τρίτην πρωινὴν ὥραν πυρκαϊὰ ἐξερράγη ἐπὶ τῆς ὁδοῦ Ἑρμοῦ ἐντὸς καταστήματος τοῦ Σεφ. Σολομῶν. Τὸ πῦρ ἐντὸς ὀλίγου κατεσβέσθη, ἀφοῦ ἐπροκάλεσε ζημίας ἐκ 600 δραχμῶν. Τὸ κατάστημα ἦτο ἠσφαλισμένον. [596,1204,864,1304]
paragraph: Τὸ προαγγελθὲν διὰ χθὲς συλλαλητήριον τῶν Φιλοπολέμων ἐματαιώθη. Ἡ ἀστυνομία ἤρχισε διὰ διαταγῆς τῆς ἀπηγόρευσε τοῦτο ἐπὶ τῷ λόγῳ ὅτι ἐπέκειτο ἐκ τούτου κίνδυνος διαταράξεως τῆς δημοσίας τάξεως. [38,1752,306,1852]
paragraph: Ἀθῆναι, 24 Αὐγούστου 1897. [1168,873,1341,888]
article-subtitle: Ἱπποσιδηρόδρομος Πειραιῶς. —Παραλιακὴ γραμμὴ μέχρι Φαλήρου [317,1999,585,2031]
column-divider [870,91,871,2118]
paragraph: Ἀπαντῶν ὁ Σουλτάνος εἰς τηλεγράφημα τοῦ Ἐθὲμ πασᾶ ὑποβαλόντος τὰς ἐπὶ τῇ ἑορτῇ τῆς ἀναρρήσεως συγχαρητήρια τοῦ ἐν Θεσσαλίᾳ στρατοῦ ἀπηύθυνε αὐτῷ τὸ ἑπόμενον τηλεγράφημα. [38,569,306,668]
paragraph: Προτρέπεις μοι παίδες στρατιώται. [51,710,282,726]
paragraph: «Τὸ παῖ ἀπώλετο !» [386,987,516,1003]
paragraph: Ὑπὸ τὴν σελήνην καὶ τὰ ἠλεκτρικὰ ὁ κόσμος τῶν περιπατητῶν περιδιαβάζει ἀμέριμνος ὅτε ἐπακολουθεῖ αἰφνης φωνή. [317,760,585,825]
column-5 [1154,91,1476,2118]
paragraph: Πάτα μετ' αὐτοῦ συνοικοῦντων ἐξιλεώνων. Εἰς τὰ ἐπὶ τοῦ Φθονοφορικοῦ ἐγκληματίου σου. [317,1335,585,1384]
article-title: ΑΙ ΑΧΡΗΣΤΟΙ ΤΟΡΠΙΛΛΑΙ [938,1000,1081,1043]
paragraph: Ἀθῆναι τῇ 25 Αὐγούστου 97. [1229,1061,1401,1076]
paragraph: Ἕτερον ἀνώτερον ἀλλὰ κατανημαντικώτερον σύμπτωμα, γράφει ἐν μακρῷ ἄρθρῳ της μία τῶν ἐγκριτοτέρων γαλλικῶν ἐφημερίδων, εἶνε ἡ ψόφησις τῆς ἀπεδείξεν ἡ ἑλληνικὴ Βουλή. [38,2030,306,2130]
paragraph: — Μολονότι τὸ ζήτημα εὑρίσκεται εἰς τὸ ὀξύτερον αὐτοῦ σημεῖον, ἔχω οὐχ ἧττον δι' ἐλπίδος, ὅτι δὲν ἀπέχομεν πολὺ τῆς ποθητῆς λύσεως. Ἡ ἐκκρεμότης δὲν εἶνε δυνατὸν νὰ παραταθῇ, ἀναμένεται δὲ τὸ στιγμὴν εἰς στιγμὴν συμβιβαστικὴ πρότασις ἐκ μέρους τῶν Δυνάμεων Γαλλίας, Ρωσίας καὶ Ἰταλίας, ὅπως ἐπὶ τῇ βάσει αὐτῆς ἐπέλθῃ ἡ λύσις χωρὶς νὰ προσβληθῇ ἡ φιλοτιμία τῶν ἀνταγωνιζομένων Δυνάμεων Ἀγγλίας καὶ Γερμανίας. [875,374,1143,606]
paragraph: Ἄν ἡ Εὐρώπη ἐπίστευεν εἰς τοιαύτην πρόθεσιν, θ' ἀρνεν ἀπλούστατα ν' ἀποτύχῃ τὸ μέλλον δάνειον· καὶ ἦτο ἡ ἀντερρήσεις τῆς δὲν συνελεύσετο εἰλικρινῶς ὑπὸ ποῖον ὄρον ἡ συνθήκη ἀπαιτεῖ πολὺ βαρύτερους ὅρους. [38,223,306,323]
divider [1154,1477,1476,1478]
paragraph: Ἐναρξις πονοκαπὰς ἐγένετο χθὲς ἐκ τῆς ὁδοῦ ἐν ἀγορᾷ ὀλίγα Λελούδα κάτοικοι ἐκ Π. Πλυγένης. [317,1907,585,1958]
divider [1154,1550,1476,1553]
article-title: ΤΟ ΝΑΥΤΙΚΟΝ ΣΚΑΝΔΑΛΟΝ [932,951,1086,993]
paragraph: Καλοῦνται οἱ ἐπαγγελματίαι Ἀθηνῶν εἰς τὸ 8ον σχολεῖον ὥρα 5 μ. μ. [1154,1440,1476,1470]
paragraph: «Κατ' ἰδιαιτέραν αὐθεντικὴν ἡμῶν πληροφορίαν, συμφωνία ἐπῆλθε μεταξὺ τῆς ὀθωμανικῆς κυβερνήσεως καὶ τῶν Μ. Δυνάμεων περὶ τῆς ὅσον τὸ δυνατὸν ταχυτέρας ἀποπερατώσεως τῶν περὶ εἰρήνης διαπραγματεύσεων, ἡ δὲ Α.Μ. ὁ Σουλτάνος διέταξεν ἵνα ληφθῶσι καὶ αἱ ἀναγκαῖαι ἀποφάσεις, ὡς τὸ ζήτημα τῆς εἰρήνης διαπραγματευθῇ ἐντὸς ὀλίγων ἡμερῶν ἐπ' τοῦ βαθμοῦ τούτου. [38,1511,306,1677]
paragraph: Ὅταν ἐπῆλθεν ἡ γαλήνη ἐγνώσθη, ὅτι ὁ προκαλέσας διὰ τοῦ ἀνεμιστῆρος τὴν ταραχὴν, ἐξέλεγξαν τοὺς καρεκλάδες, οἵτινες ἐπ' αὐτοῦ τραπέζῃ καὶ τὴν ταραχήν, ἐρρίπτοντο πρὸς ἀλλήλους καὶ ἡ θέα τοιαύτη ἐπὶ τὰ ὑπὸ αὐτοῦ τραπέζαν. [317,1008,585,1124]
paragraph: Προσδόκησαν Αἰτωλίδοι κατενέδυσαν ἑλληνικοὶ δηλώσεις ἐκ μέρους τοῦ κ. Δηλιγιάννη καὶ τῶν φίλων του, οἵτινες ἐξηπέθισαν τὴν «Ἐθνικὴν Ἑταιρείαν». Τὸ ὑπουργεῖον Ράλλη ἦτο ἕτοιμον νὰ παραιτηθῇ, θὰ ἐπήρχετο δὲ κρίσις ὑπουργικὴ μὲ ὅλας τὰς κακὰς συνεπείας της. [38,2238,306,2370]
article-title: ΟΛΙΓΟΣΤΙΧΟΙ ΕΙΔΗΣΕΙΣ [323,1600,579,1622]
article-title: ΔΗΜΟΙ ΕΥΓΝΩΜΟΝΟΥΝΤΕΣ [343,343,559,386]
